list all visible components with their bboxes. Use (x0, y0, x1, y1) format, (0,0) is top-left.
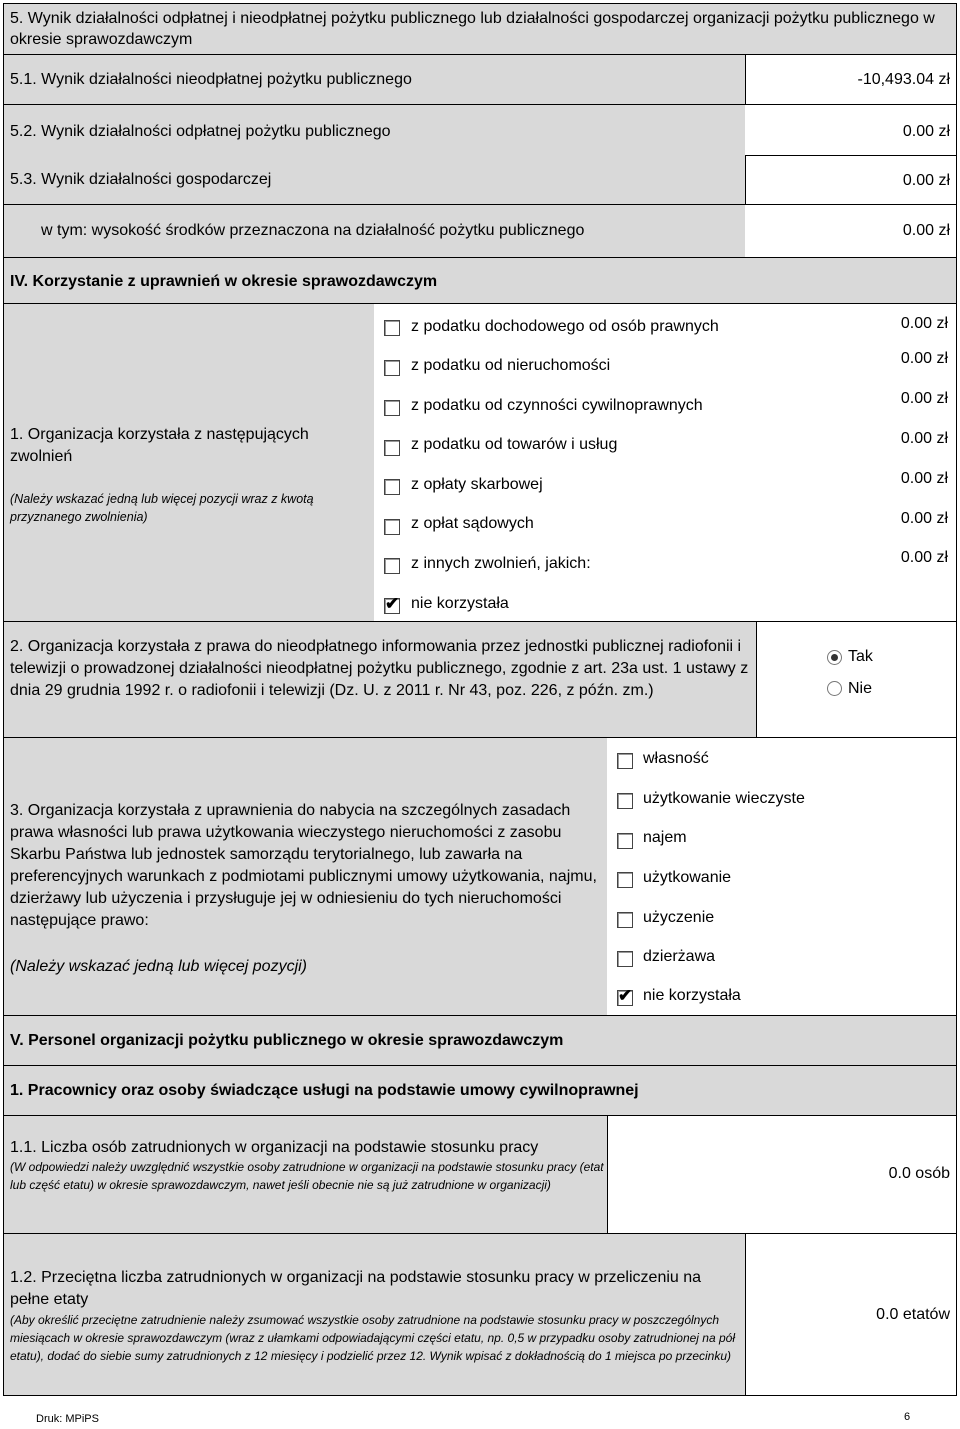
section-v-sub1 (3, 1066, 957, 1116)
q3-label-cell (3, 738, 607, 1016)
checkbox[interactable] (384, 320, 400, 336)
row-5-3-sub-label: w tym: wysokość środków przeznaczona na działalność pożytku publicznego (41, 222, 585, 239)
q3-option-label: użytkowanie (643, 869, 732, 886)
checkmark-icon: ✔ (385, 594, 400, 613)
q12-label: 1.2. Przeciętna liczba zatrudnionych w organizacji na podstawie stosunku pracy w przeliczeniu na pełne etaty (10, 1269, 702, 1308)
checkbox[interactable] (617, 793, 633, 809)
q1-option-amount: 0.00 zł (900, 430, 948, 447)
checkbox[interactable] (384, 400, 400, 416)
row-5-3-sub-value-cell (745, 205, 957, 257)
q3-note: (Należy wskazać jedną lub więcej pozycji) (10, 958, 308, 975)
q3-option-label: użytkowanie wieczyste (643, 790, 805, 807)
section-v-header (3, 1016, 957, 1066)
q1-options (374, 304, 957, 622)
radio-button[interactable] (827, 681, 842, 696)
q2-options-cell (757, 622, 957, 738)
section5-header (3, 3, 957, 55)
radio-tak-label: Tak (848, 648, 873, 665)
section4-header (3, 257, 957, 304)
row-5-3 (3, 155, 745, 205)
row-5-2-value-cell (745, 105, 957, 155)
q1-option-label: z podatku od nieruchomości (411, 357, 611, 374)
row-5-1-value-cell (745, 55, 957, 105)
q1-option-label: z podatku od towarów i usług (411, 436, 618, 453)
checkbox[interactable] (617, 872, 633, 888)
q1-option-label: z innych zwolnień, jakich: (411, 555, 591, 572)
checkbox[interactable] (617, 951, 633, 967)
checkbox[interactable] (384, 440, 400, 456)
q1-option-amount: 0.00 zł (900, 470, 948, 487)
row-5-3-sub (3, 205, 745, 257)
q12-value: 0.0 etatów (876, 1306, 950, 1323)
checkbox[interactable] (384, 479, 400, 495)
q1-option-label: z opłat sądowych (411, 515, 534, 532)
q2-label: 2. Organizacja korzystała z prawa do nieodpłatnego informowania przez jednostki publicznej radiofonii i telewizji o prowadzonej działalności nieodpłatnej pożytku publicznego, zgodnie z art. 23a ust. 1 ustawy z dnia 29 grudnia 1992 r. o radiofonii i telewizji (Dz. U. z 2011 r. Nr 43, poz. 226, z późn. zm.) (10, 638, 749, 699)
checkbox[interactable] (384, 360, 400, 376)
row-5-2-value: 0.00 zł (902, 123, 950, 140)
q11-value-cell (607, 1116, 957, 1234)
q11-label-cell (3, 1116, 607, 1234)
q12-value-cell (745, 1234, 957, 1396)
row-5-3-sub-value: 0.00 zł (902, 222, 950, 239)
footer-page-number: 6 (904, 1411, 911, 1423)
row-5-3-value: 0.00 zł (902, 172, 950, 189)
checkbox-checked[interactable] (384, 594, 400, 614)
q1-option-amount: 0.00 zł (900, 350, 948, 367)
q1-label: 1. Organizacja korzystała z następujących zwolnień (10, 426, 309, 465)
q3-option-label: dzierżawa (643, 948, 716, 965)
row-5-3-label: 5.3. Wynik działalności gospodarczej (10, 171, 272, 188)
section-v-sub1-title: 1. Pracownicy oraz osoby świadczące usługi na podstawie umowy cywilnoprawnej (10, 1082, 639, 1099)
q1-option-amount: 0.00 zł (900, 549, 948, 566)
checkbox[interactable] (384, 519, 400, 535)
q1-option-amount: 0.00 zł (900, 315, 948, 332)
row-5-2 (3, 105, 745, 155)
checkbox[interactable] (617, 912, 633, 928)
footer-print-label: Druk: MPiPS (36, 1413, 99, 1425)
row-5-3-value-cell (745, 155, 957, 205)
q1-option-label: nie korzystała (411, 595, 509, 612)
q2-label-cell (3, 622, 757, 738)
q1-option-label: z opłaty skarbowej (411, 476, 543, 493)
q11-label: 1.1. Liczba osób zatrudnionych w organizacji na podstawie stosunku pracy (10, 1139, 539, 1156)
radio-nie-label: Nie (848, 680, 873, 697)
q12-note: (Aby określić przeciętne zatrudnienie należy zsumować wszystkie osoby zatrudnione na podstawie stosunku pracy w poszczególnych miesiącach w okresie sprawozdawczym (wraz z ułamkami odpowiadającymi części etatu, np. 0,5 w przypadku osoby zatrudnionej na pół etatu), dodać do siebie sumy zatrudnionych z 12 miesięcy i podzielić przez 12. Wynik wpisać z dokładnością do 1 miejsca po przecinku) (10, 1313, 735, 1363)
q1-label-cell (3, 304, 374, 622)
q3-option-label: własność (643, 750, 709, 767)
radio-button-selected[interactable] (827, 650, 842, 665)
checkbox[interactable] (617, 753, 633, 769)
section5-title: 5. Wynik działalności odpłatnej i nieodpłatnej pożytku publicznego lub działalności gospodarczej organizacji pożytku publicznego w okresie sprawozdawczym (10, 10, 935, 48)
section4-title: IV. Korzystanie z uprawnień w okresie sprawozdawczym (10, 273, 438, 290)
q12-label-cell (3, 1234, 745, 1396)
q3-options (607, 738, 957, 1016)
q1-option-amount: 0.00 zł (900, 510, 948, 527)
q1-note: (Należy wskazać jedną lub więcej pozycji wraz z kwotą przyznanego zwolnienia) (10, 492, 314, 524)
q1-option-label: z podatku od czynności cywilnoprawnych (411, 397, 703, 414)
row-5-2-label: 5.2. Wynik działalności odpłatnej pożytku publicznego (10, 123, 391, 140)
section-v-title: V. Personel organizacji pożytku publicznego w okresie sprawozdawczym (10, 1032, 564, 1049)
q1-option-label: z podatku dochodowego od osób prawnych (411, 318, 719, 335)
checkbox[interactable] (617, 833, 633, 849)
row-5-1-value: -10,493.04 zł (857, 71, 950, 88)
q3-option-label: użyczenie (643, 909, 715, 926)
q3-label: 3. Organizacja korzystała z uprawnienia do nabycia na szczególnych zasadach prawa własności lub prawa użytkowania wieczystego nieruchomości z zasobu Skarbu Państwa lub jednostek samorządu terytorialnego, lub zawarła na preferencyjnych warunkach z podmiotami publicznymi umowy użytkowania, najmu, dzierżawy lub użyczenia i przysługuje jej w odniesieniu do tych nieruchomości następujące prawo: (10, 802, 597, 929)
checkmark-icon: ✔ (618, 986, 633, 1005)
q11-note: (W odpowiedzi należy uwzględnić wszystkie osoby zatrudnione w organizacji na podstawie stosunku pracy (etat lub część etatu) w okresie sprawozdawczym, nawet jeśli obecnie nie są już zatrudnione w organizacji) (10, 1160, 604, 1192)
checkbox[interactable] (384, 558, 400, 574)
q1-option-amount: 0.00 zł (900, 390, 948, 407)
q11-value: 0.0 osób (888, 1165, 950, 1182)
radio-dot-icon (831, 654, 838, 661)
row-5-1 (3, 55, 745, 105)
q3-option-label: najem (643, 829, 687, 846)
checkbox-checked[interactable] (617, 986, 633, 1006)
row-5-1-label: 5.1. Wynik działalności nieodpłatnej pożytku publicznego (10, 71, 412, 88)
q3-option-label: nie korzystała (643, 987, 741, 1004)
